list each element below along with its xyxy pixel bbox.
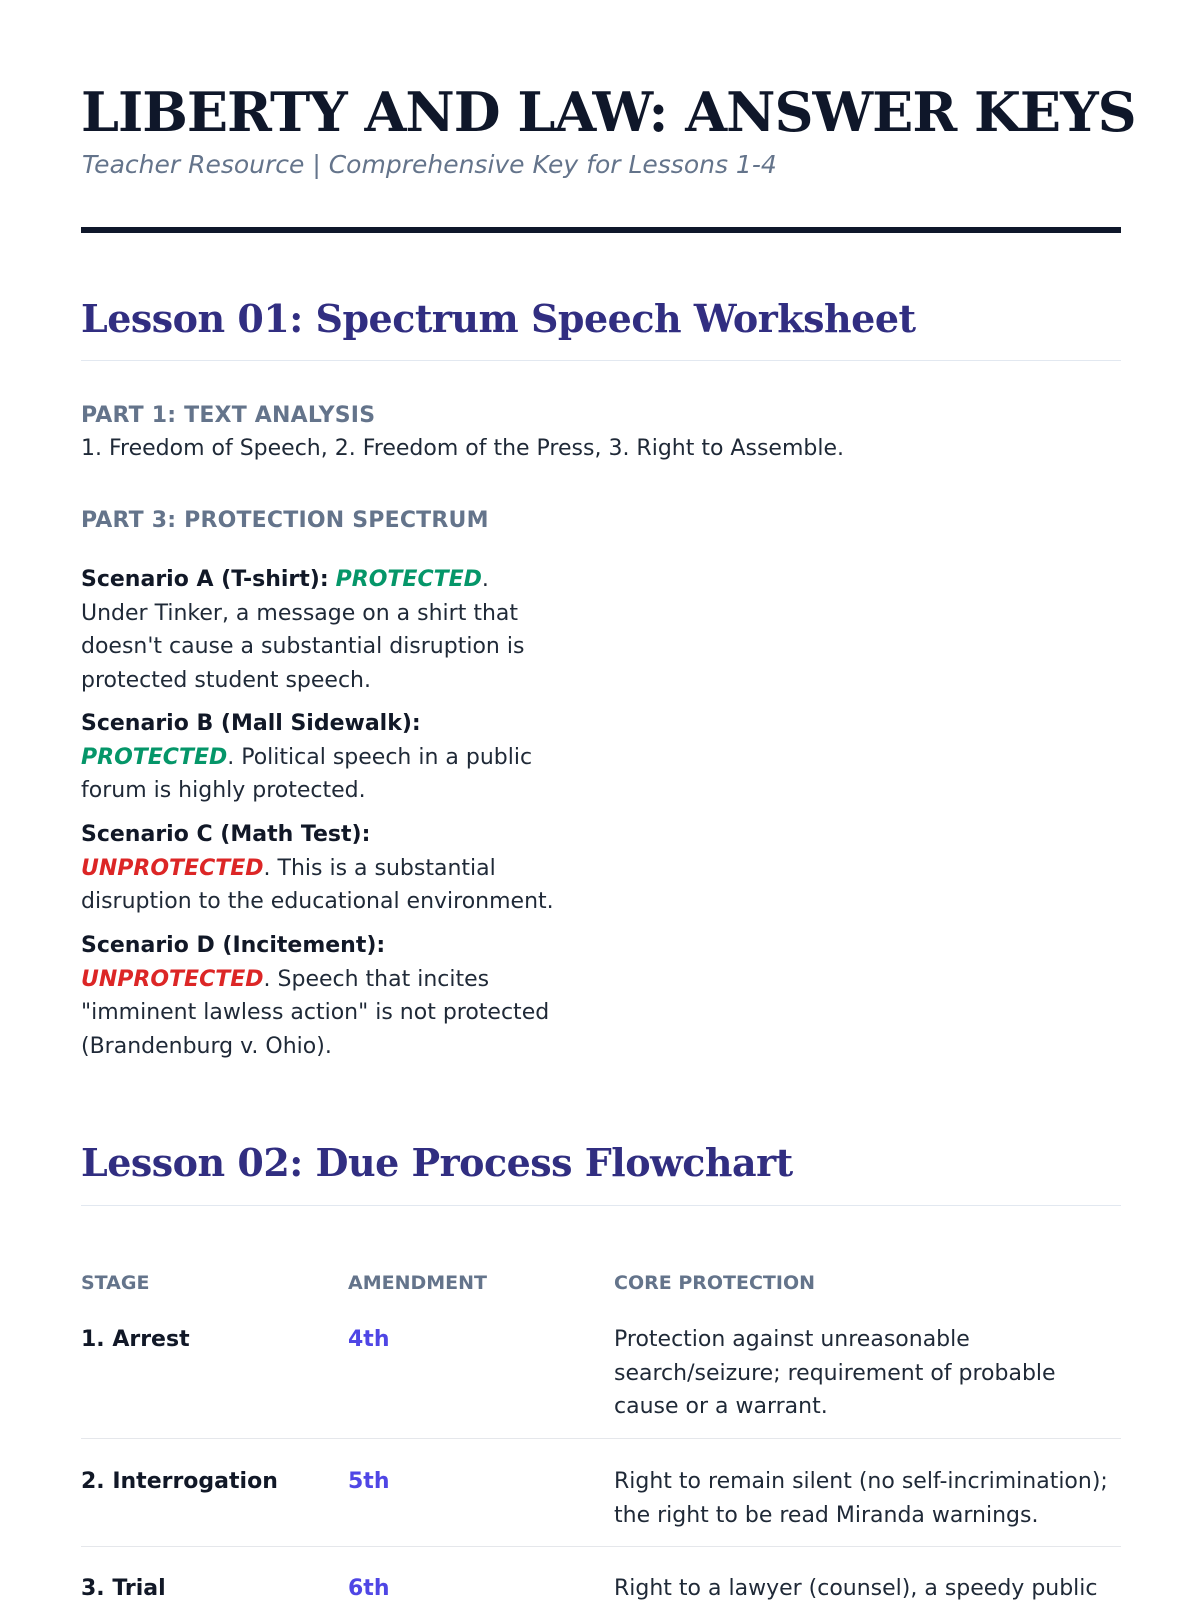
column-header-amendment: AMENDMENT (348, 1272, 488, 1294)
amendment-cell: 6th (348, 1576, 390, 1601)
scenario-label: Scenario B (Mall Sidewalk): (81, 711, 421, 736)
scenario-label: Scenario D (Incitement): (81, 933, 386, 958)
scenario-c (81, 818, 561, 919)
part-1-label: PART 1: TEXT ANALYSIS (81, 403, 376, 428)
amendment-cell: 4th (348, 1327, 390, 1352)
verdict-protected: PROTECTED (81, 744, 228, 770)
column-header-protection: CORE PROTECTION (614, 1272, 815, 1294)
scenario-label: Scenario C (Math Test): (81, 822, 371, 847)
scenario-explanation: . Under Tinker, a message on a shirt that doesn't cause a substantial disruption is protected student speech. (81, 567, 525, 693)
lesson-2-heading: Lesson 02: Due Process Flowchart (81, 1140, 793, 1185)
scenario-label: Scenario A (T-shirt): (81, 567, 329, 592)
scenario-d (81, 929, 561, 1063)
lesson-1-heading: Lesson 01: Spectrum Speech Worksheet (81, 296, 916, 341)
part-3-label: PART 3: PROTECTION SPECTRUM (81, 508, 489, 533)
stage-cell: 1. Arrest (81, 1327, 190, 1352)
verdict-unprotected: UNPROTECTED (81, 966, 264, 992)
title-divider (81, 227, 1121, 233)
stage-cell: 3. Trial (81, 1576, 166, 1601)
scenario-explanation: . This is a substantial disruption to the educational environment. (81, 855, 554, 914)
stage-cell: 2. Interrogation (81, 1469, 278, 1494)
column-header-stage: STAGE (81, 1272, 150, 1294)
part-1-answer: 1. Freedom of Speech, 2. Freedom of the Press, 3. Right to Assemble. (81, 436, 844, 461)
lesson-2-divider (81, 1205, 1121, 1206)
protection-cell: Right to a lawyer (counsel), a speedy public (614, 1576, 1098, 1601)
row-divider (81, 1546, 1121, 1547)
scenario-b (81, 707, 561, 808)
row-divider (81, 1438, 1121, 1439)
protection-cell: Protection against unreasonable search/seizure; requirement of probable cause or a warrant. (614, 1327, 1056, 1419)
scenario-explanation: . Political speech in a public forum is highly protected. (81, 744, 533, 803)
page-subtitle: Teacher Resource | Comprehensive Key for Lessons 1-4 (82, 150, 777, 179)
lesson-1-divider (81, 360, 1121, 361)
amendment-cell: 5th (348, 1469, 390, 1494)
verdict-protected: PROTECTED (335, 567, 482, 592)
page-title: LIBERTY AND LAW: ANSWER KEYS (81, 80, 1136, 144)
verdict-unprotected: UNPROTECTED (81, 855, 264, 881)
protection-cell: Right to remain silent (no self-incrimination); the right to be read Miranda warnings. (614, 1469, 1108, 1528)
scenario-explanation: . Speech that incites "imminent lawless action" is not protected (Brandenburg v. Ohio). (81, 966, 550, 1059)
scenario-a (81, 563, 561, 697)
